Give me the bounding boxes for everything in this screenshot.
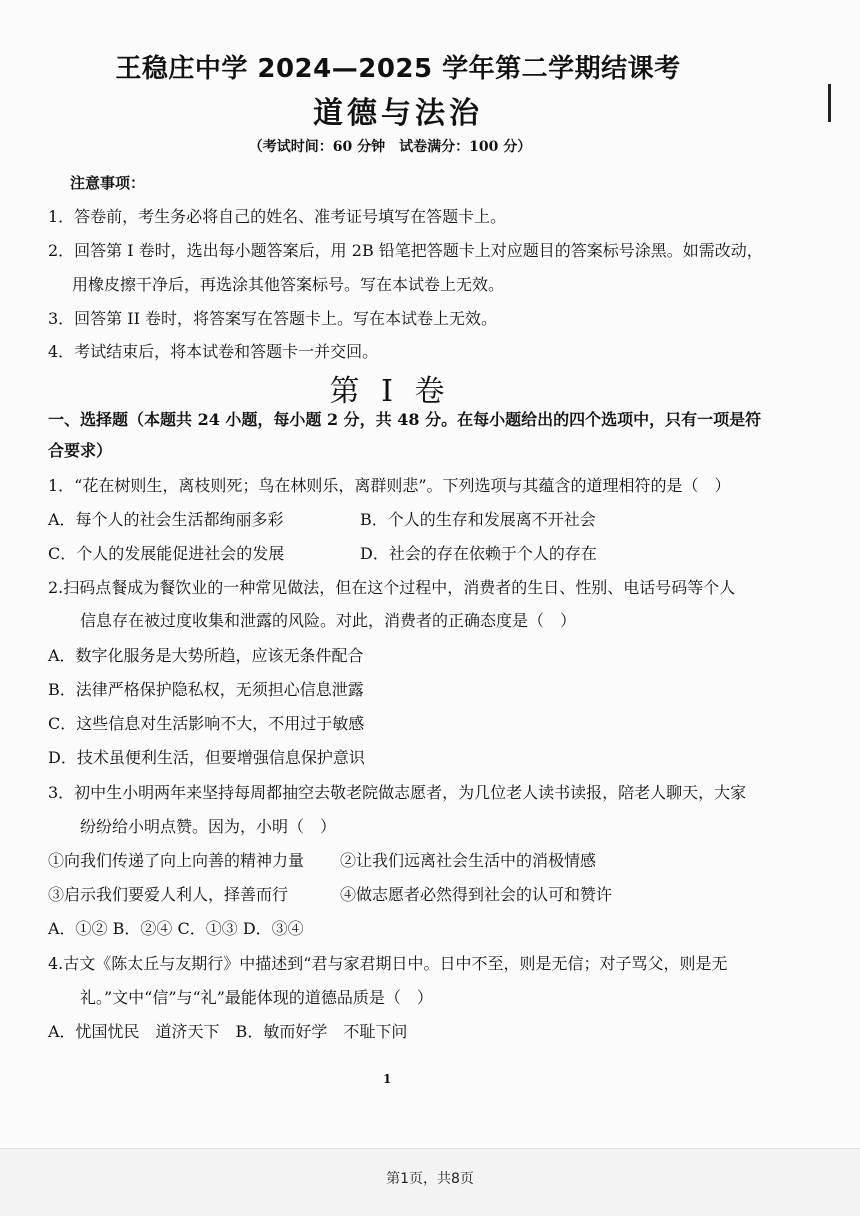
page-number: 1 bbox=[383, 1072, 392, 1086]
q3-statement-2: ②让我们远离社会生活中的消极情感 bbox=[340, 851, 597, 870]
notice-item-2-cont: 用橡皮擦干净后，再选涂其他答案标号。写在本试卷上无效。 bbox=[72, 275, 505, 294]
subject-title: 道德与法治 bbox=[313, 96, 483, 131]
q2-option-c: C．这些信息对生活影响不大，不用过于敏感 bbox=[48, 714, 365, 733]
q1-option-b: B．个人的生存和发展离不开社会 bbox=[360, 510, 596, 529]
q2-stem: 2.扫码点餐成为餐饮业的一种常见做法，但在这个过程中，消费者的生日、性别、电话号码等个人 bbox=[48, 578, 736, 597]
q1-option-d: D．社会的存在依赖于个人的存在 bbox=[360, 544, 597, 563]
scan-edge-mark bbox=[828, 84, 831, 122]
exam-info: （考试时间：60 分钟 试卷满分：100 分） bbox=[248, 139, 532, 155]
q1-option-c: C．个人的发展能促进社会的发展 bbox=[48, 544, 285, 563]
q2-option-d: D．技术虽便利生活，但要增强信息保护意识 bbox=[48, 748, 365, 767]
notice-heading: 注意事项： bbox=[70, 174, 146, 192]
notice-item-3: 3．回答第 II 卷时，将答案写在答题卡上。写在本试卷上无效。 bbox=[48, 309, 497, 328]
q4-stem-cont: 礼。”文中“信”与“礼”最能体现的道德品质是（ ） bbox=[80, 988, 433, 1007]
footer-divider bbox=[0, 1148, 860, 1149]
page-footer: 第1页，共8页 bbox=[386, 1171, 474, 1187]
q4-options-ab: A．忧国忧民 道济天下 B．敏而好学 不耻下问 bbox=[48, 1022, 408, 1041]
part-heading: 一、选择题（本题共 24 小题，每小题 2 分，共 48 分。在每小题给出的四个选项中，只有一项是符 bbox=[48, 410, 762, 429]
notice-item-2: 2．回答第 I 卷时，选出每小题答案后，用 2B 铅笔把答题卡上对应题目的答案标号涂黑。如需改动， bbox=[48, 241, 763, 260]
q3-statement-1: ①向我们传递了向上向善的精神力量 bbox=[48, 851, 305, 870]
q3-statement-3: ③启示我们要爱人利人，择善而行 bbox=[48, 885, 289, 904]
q2-stem-cont: 信息存在被过度收集和泄露的风险。对此，消费者的正确态度是（ ） bbox=[80, 611, 577, 630]
q2-option-a: A．数字化服务是大势所趋，应该无条件配合 bbox=[48, 646, 364, 665]
school-title: 王稳庄中学 2024—2025 学年第二学期结课考 bbox=[115, 54, 681, 84]
q1-stem: 1．“花在树则生，离枝则死；鸟在林则乐，离群则悲”。下列选项与其蕴含的道理相符的是（ ） bbox=[48, 476, 731, 495]
q3-stem-cont: 纷纷给小明点赞。因为，小明（ ） bbox=[80, 817, 337, 836]
notice-item-1: 1．答卷前，考生务必将自己的姓名、准考证号填写在答题卡上。 bbox=[48, 207, 507, 226]
q3-statement-4: ④做志愿者必然得到社会的认可和赞许 bbox=[340, 885, 613, 904]
q3-stem: 3．初中生小明两年来坚持每周都抽空去敬老院做志愿者，为几位老人读书读报，陪老人聊天，大家 bbox=[48, 783, 747, 802]
q4-stem: 4.古文《陈太丘与友期行》中描述到“君与家君期日中。日中不至，则是无信；对子骂父，则是无 bbox=[48, 954, 728, 973]
q3-choices: A．①② B．②④ C．①③ D．③④ bbox=[48, 919, 304, 938]
part-heading-cont: 合要求） bbox=[48, 441, 113, 460]
q1-option-a: A．每个人的社会生活都绚丽多彩 bbox=[48, 510, 284, 529]
notice-item-4: 4．考试结束后，将本试卷和答题卡一并交回。 bbox=[48, 342, 379, 361]
q2-option-b: B．法律严格保护隐私权，无须担心信息泄露 bbox=[48, 680, 364, 699]
section-title: 第 I 卷 bbox=[329, 374, 451, 409]
